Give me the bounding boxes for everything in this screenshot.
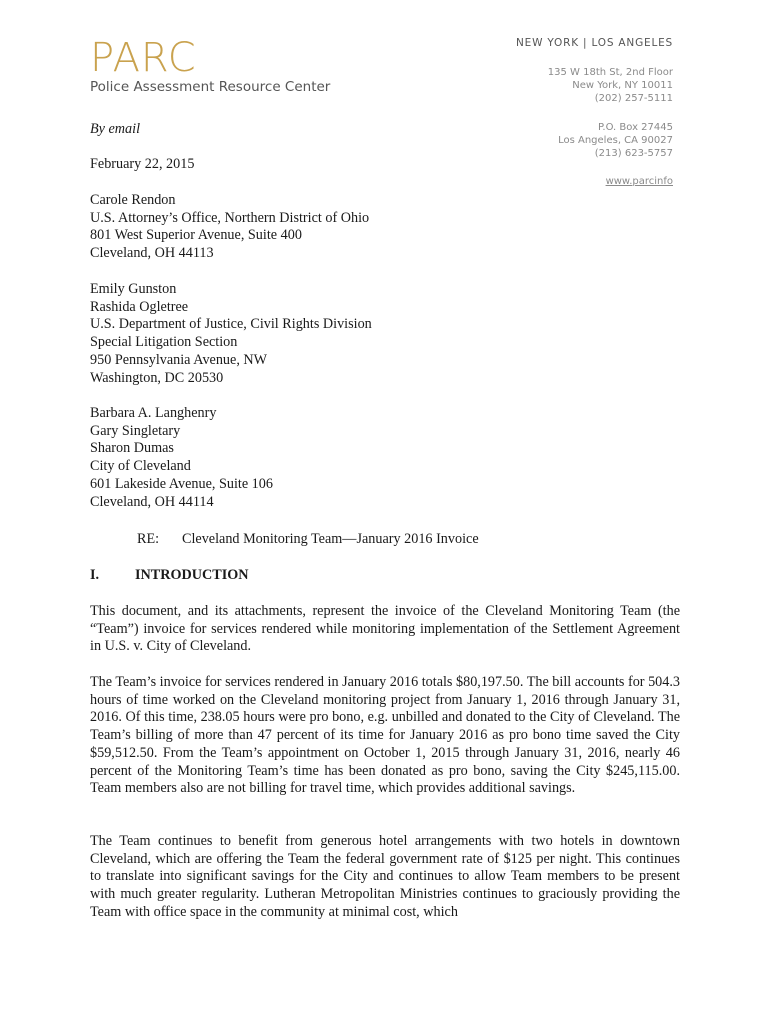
body-paragraph: This document, and its attachments, represent the invoice of the Cleveland Monitoring Team (the “Team”) invoice for services rendered while monitoring implementation of the Settlement Agreement in U.S. v. City of Cleveland.: [90, 603, 680, 655]
subject-text: Cleveland Monitoring Team—January 2016 Invoice: [182, 531, 479, 547]
recipient-block: [90, 192, 369, 263]
address-line: Barbara A. Langhenry: [90, 405, 217, 421]
la-office-line: Los Angeles, CA 90027: [558, 135, 673, 146]
address-line: Carole Rendon: [90, 192, 176, 208]
organization-name: Police Assessment Resource Center: [90, 79, 331, 95]
body-paragraph: The Team continues to benefit from generous hotel arrangements with two hotels in downtown Cleveland, which are offering the Team the federal government rate of $125 per night. This continues to translate into significant savings for the City and continues to allow Team members to be present with much greater regularity. Lutheran Metropolitan Ministries continues to graciously providing the Team with office space in the community at minimal cost, which: [90, 833, 680, 920]
address-line: City of Cleveland: [90, 458, 191, 475]
section-title: INTRODUCTION: [135, 567, 249, 583]
section-number: I.: [90, 567, 100, 583]
letter-date: February 22, 2015: [90, 156, 195, 172]
la-office-line: (213) 623-5757: [594, 148, 673, 159]
address-line: Gary Singletary: [90, 422, 181, 439]
la-office-line: P.O. Box 27445: [597, 122, 673, 133]
address-line: Sharon Dumas: [90, 440, 174, 457]
subject-line: [137, 531, 479, 548]
recipient-block: [90, 281, 372, 387]
address-line: Washington, DC 20530: [90, 369, 224, 386]
ny-office-line: 135 W 18th St, 2nd Floor: [547, 67, 673, 78]
website-link[interactable]: www.parcinfo: [605, 176, 673, 187]
section-heading: [90, 567, 249, 584]
address-line: Emily Gunston: [90, 281, 177, 297]
offices-header: NEW YORK | LOS ANGELES: [515, 37, 673, 49]
recipient-block: [90, 405, 273, 511]
address-line: 801 West Superior Avenue, Suite 400: [90, 227, 302, 244]
address-line: Cleveland, OH 44114: [90, 493, 214, 510]
delivery-method: By email: [90, 121, 141, 137]
parc-logo: [90, 35, 331, 95]
ny-office-address: [548, 66, 673, 105]
logo-wordmark: PARC: [90, 35, 197, 81]
address-line: Rashida Ogletree: [90, 298, 189, 315]
address-line: U.S. Attorney’s Office, Northern District of Ohio: [90, 209, 370, 226]
address-line: U.S. Department of Justice, Civil Rights Division: [90, 316, 372, 333]
address-line: 601 Lakeside Avenue, Suite 106: [90, 475, 273, 492]
address-line: Cleveland, OH 44113: [90, 245, 214, 262]
subject-label: RE:: [137, 531, 160, 547]
address-line: Special Litigation Section: [90, 334, 238, 351]
address-line: 950 Pennsylvania Avenue, NW: [90, 351, 268, 368]
ny-office-line: (202) 257-5111: [594, 93, 673, 104]
ny-office-line: New York, NY 10011: [572, 80, 673, 91]
body-paragraph: The Team’s invoice for services rendered in January 2016 totals $80,197.50. The bill accounts for 504.3 hours of time worked on the Cleveland monitoring project from January 1, 2016 through January 31, 2016. Of this time, 238.05 hours were pro bono, e.g. unbilled and donated to the City of Cleveland. The Team’s billing of more than 47 percent of its time for January 2016 as pro bono time saved the City $59,512.50. From the Team’s appointment on October 1, 2015 through January 31, 2016, nearly 46 percent of the Monitoring Team’s time has been donated as pro bono, saving the City $245,115.00. Team members also are not billing for travel time, which provides additional savings.: [90, 674, 680, 797]
